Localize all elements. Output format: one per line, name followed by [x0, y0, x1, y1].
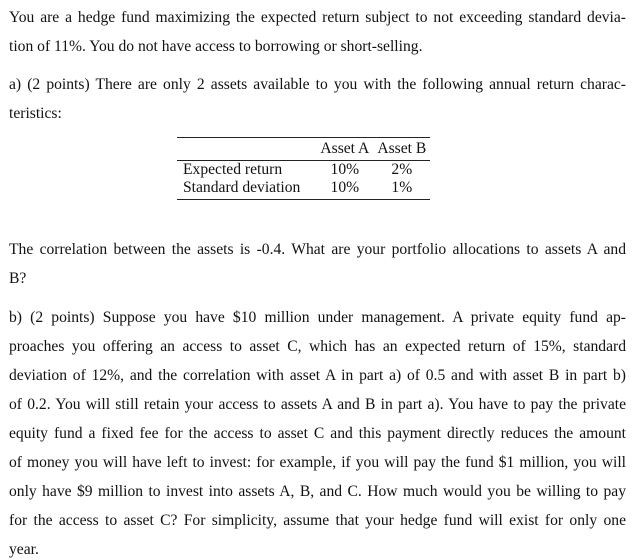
- asset-characteristics-table: [177, 137, 430, 200]
- part-b-line: proaches you offering an access to asset C, which has an expected return of 15%, standard: [9, 338, 626, 355]
- part-b-line: b) (2 points) Suppose you have $10 million under management. A private equity fund ap-: [9, 309, 626, 326]
- part-b-line: for the access to asset C? For simplicity, assume that your hedge fund will exist for only one: [9, 512, 626, 529]
- part-a-line-1: a) (2 points) There are only 2 assets available to you with the following annual return charac-: [9, 76, 626, 93]
- table-cell: 1%: [373, 179, 430, 200]
- table-header-row: [177, 138, 430, 161]
- table-cell: 10%: [330, 161, 360, 178]
- part-a-question-line-2: B?: [9, 270, 27, 287]
- part-a-line-2: teristics:: [9, 105, 62, 122]
- table-cell: 10%: [316, 179, 373, 200]
- intro-line-2: tion of 11%. You do not have access to borrowing or short-selling.: [9, 38, 423, 55]
- part-a-question-line-1: The correlation between the assets is -0.4. What are your portfolio allocations to assets A and: [9, 241, 626, 258]
- table-row: [177, 179, 430, 200]
- table-row-label: Standard deviation: [177, 179, 316, 200]
- table-header-cell: [177, 138, 316, 161]
- part-b-line: of 0.2. You will still retain your access to assets A and B in part a). You have to pay the private: [9, 396, 626, 413]
- table-cell: 2%: [391, 161, 413, 178]
- part-b-line: equity fund a fixed fee for the access to asset C and this payment directly reduces the amount: [9, 425, 626, 442]
- part-b-line: only have $9 million to invest into assets A, B, and C. How much would you be willing to pay: [9, 483, 626, 500]
- intro-line-1: You are a hedge fund maximizing the expected return subject to not exceeding standard devia-: [9, 9, 626, 26]
- table-header-cell: Asset B: [373, 138, 430, 161]
- part-b-line: year.: [9, 541, 39, 558]
- table-row: [177, 161, 430, 180]
- table-row-label: Expected return: [183, 161, 283, 178]
- part-b-line: deviation of 12%, and the correlation with asset A in part a) of 0.5 and with asset B in part b): [9, 367, 626, 384]
- table-header-cell: Asset A: [316, 138, 373, 161]
- part-b-line: of money you will have left to invest: for example, if you will pay the fund $1 million, you will: [9, 454, 626, 471]
